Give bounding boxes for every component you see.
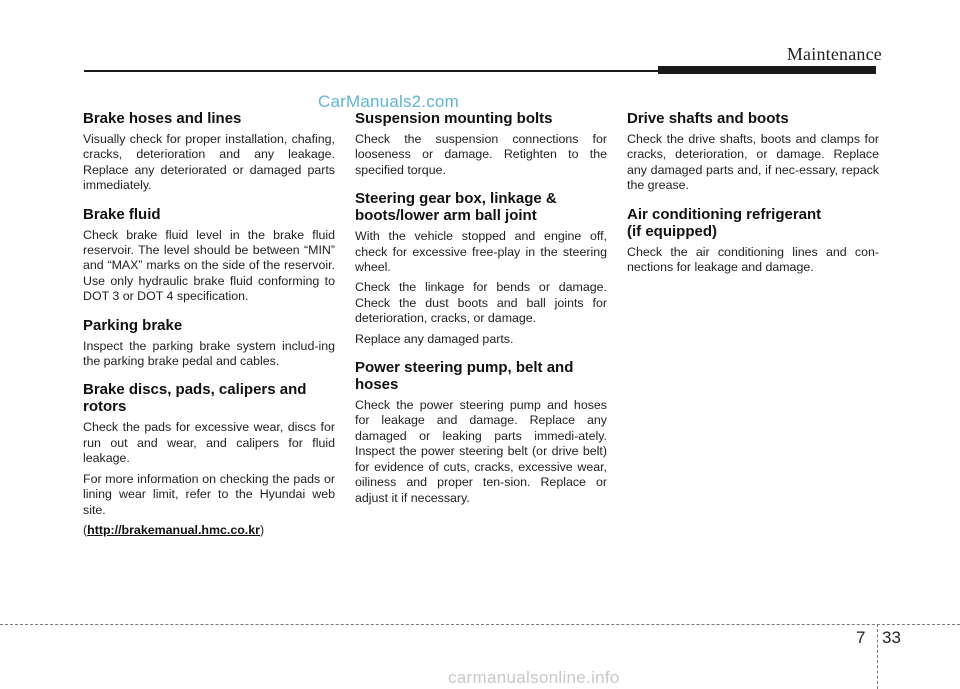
section-text: Visually check for proper installation, chafing, cracks, deterioration and any leakage. Replace any deteriorated or damaged parts immediately. — [83, 132, 335, 193]
section-drive-shafts — [627, 110, 879, 194]
section-text: Check the linkage for bends or damage. Check the dust boots and ball joints for deterioration, cracks, or damage. — [355, 280, 607, 326]
section-text: Check the air conditioning lines and con-nections for leakage and damage. — [627, 244, 879, 275]
section-heading — [627, 206, 879, 240]
watermark-top: CarManuals2.com — [318, 92, 459, 111]
section-steering-gear — [355, 190, 607, 347]
footer-dashed-rule — [0, 624, 960, 625]
section-heading: Power steering pump, belt and hoses — [355, 359, 574, 394]
brake-manual-link[interactable]: http://brakemanual.hmc.co.kr — [87, 522, 260, 537]
section-heading: Suspension mounting bolts — [355, 110, 553, 127]
watermark-bottom: carmanualsonline.info — [448, 668, 620, 687]
header-title: Maintenance — [786, 44, 882, 64]
section-text: Check the power steering pump and hoses for leakage and damage. Replace any damaged or leaking parts immedi-ately. Inspect the power steering belt (or drive belt) for evidence of cuts, cracks, excessive wear, oiliness and proper ten-sion. Replace or adjust it if necessary. — [355, 398, 607, 505]
section-heading: Steering gear box, linkage & boots/lower arm ball joint — [355, 190, 557, 225]
section-heading: Drive shafts and boots — [627, 110, 789, 127]
chapter-number: 7 — [856, 628, 866, 647]
section-text: Replace any damaged parts. — [355, 331, 514, 346]
header-rule-thin — [84, 70, 660, 72]
link-paren-open: ( — [83, 522, 88, 537]
section-text: For more information on checking the pads or lining wear limit, refer to the Hyundai web site. — [83, 471, 335, 517]
page-number: 33 — [882, 628, 901, 647]
section-text: Check the drive shafts, boots and clamps for cracks, deterioration, or damage. Replace any damaged parts and, if nec-essary, repack the grease. — [627, 132, 879, 193]
column-2 — [355, 110, 607, 518]
column-3 — [627, 110, 879, 287]
section-air-conditioning — [627, 206, 879, 276]
footer-vertical-rule — [877, 624, 878, 689]
section-parking-brake — [83, 317, 335, 370]
section-text: Inspect the parking brake system includ-ing the parking brake pedal and cables. — [83, 338, 335, 369]
section-suspension-bolts — [355, 110, 607, 178]
section-brake-fluid — [83, 206, 335, 305]
heading-line-2: (if equipped) — [627, 222, 717, 240]
section-heading: Brake fluid — [83, 205, 161, 223]
section-text: Check brake fluid level in the brake fluid reservoir. The level should be between “MIN” and “MAX” marks on the side of the reservoir. Use only hydraulic brake fluid conforming to DOT 3 or DOT 4 specification. — [83, 227, 335, 304]
section-text: Check the suspension connections for looseness or damage. Retighten to the specified torque. — [355, 132, 607, 177]
section-text: With the vehicle stopped and engine off, check for excessive free-play in the steering wheel. — [355, 229, 607, 275]
section-heading: Brake hoses and lines — [83, 110, 242, 127]
section-heading: Brake discs, pads, calipers and rotors — [83, 381, 307, 416]
heading-line-1: Air conditioning refrigerant — [627, 205, 822, 223]
section-power-steering — [355, 359, 607, 506]
header-rule-thick — [658, 66, 876, 74]
link-paren-close: ) — [259, 522, 265, 537]
column-1 — [83, 110, 335, 550]
section-brake-discs — [83, 381, 335, 538]
section-text: Check the pads for excessive wear, discs for run out and wear, and calipers for fluid leakage. — [83, 420, 335, 466]
section-heading: Parking brake — [83, 316, 183, 334]
section-brake-hoses — [83, 110, 335, 194]
link-line — [83, 523, 335, 538]
